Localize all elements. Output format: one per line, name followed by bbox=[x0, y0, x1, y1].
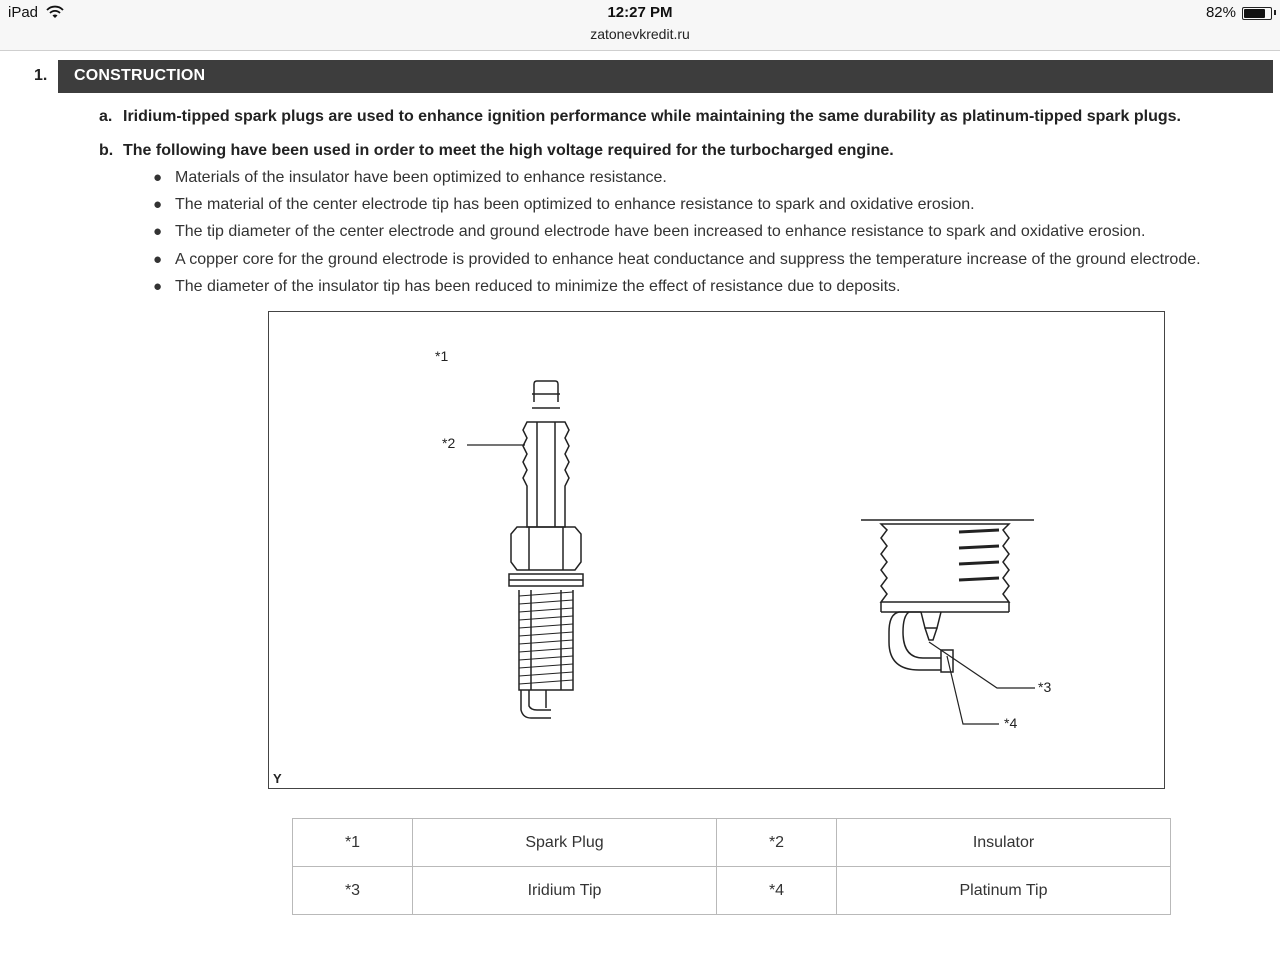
legend-value: Platinum Tip bbox=[837, 867, 1171, 915]
bullet-icon: ● bbox=[153, 169, 163, 186]
paragraph-label: b. bbox=[99, 142, 114, 159]
device-name: iPad bbox=[8, 4, 39, 21]
battery-percent: 82% bbox=[1205, 4, 1236, 21]
figure-corner-label: Y bbox=[273, 771, 282, 786]
legend-value: Iridium Tip bbox=[413, 867, 717, 915]
spark-plug-detail-view bbox=[861, 520, 1034, 672]
callout-3: *3 bbox=[1038, 679, 1052, 695]
callout-4: *4 bbox=[1004, 715, 1018, 731]
thread-hatching bbox=[519, 592, 573, 684]
legend-table bbox=[292, 818, 1171, 915]
legend-key: *3 bbox=[293, 867, 413, 915]
section-header bbox=[58, 60, 1273, 93]
bullet-text: A copper core for the ground electrode is provided to enhance heat conductance and suppress the temperature increase of the ground electrode. bbox=[175, 251, 1201, 268]
battery-icon bbox=[1242, 7, 1272, 20]
bullet-icon: ● bbox=[153, 251, 163, 268]
legend-key: *4 bbox=[717, 867, 837, 915]
detail-thread-shading bbox=[959, 530, 999, 580]
bullet-item bbox=[153, 169, 667, 187]
bullet-text: Materials of the insulator have been optimized to enhance resistance. bbox=[175, 169, 667, 186]
legend-value: Spark Plug bbox=[413, 819, 717, 867]
spark-plug-drawing bbox=[269, 312, 1164, 788]
section-number: 1. bbox=[34, 67, 48, 84]
battery-level-fill bbox=[1244, 9, 1265, 18]
bullet-icon: ● bbox=[153, 278, 163, 295]
clock: 12:27 PM bbox=[607, 4, 673, 21]
bullet-icon: ● bbox=[153, 196, 163, 213]
callout-lines-detail bbox=[929, 642, 1035, 724]
bullet-item bbox=[153, 251, 1201, 269]
bullet-icon: ● bbox=[153, 223, 163, 240]
paragraph-text: The following have been used in order to meet the high voltage required for the turbocharged engine. bbox=[123, 142, 894, 159]
paragraph-b bbox=[99, 142, 894, 160]
paragraph-text: Iridium-tipped spark plugs are used to enhance ignition performance while maintaining the same durability as platinum-tipped spark plugs. bbox=[123, 108, 1181, 125]
spark-plug-figure bbox=[268, 311, 1165, 789]
bullet-item bbox=[153, 196, 975, 214]
table-row bbox=[293, 819, 1171, 867]
legend-key: *1 bbox=[293, 819, 413, 867]
bullet-text: The material of the center electrode tip has been optimized to enhance resistance to spark and oxidative erosion. bbox=[175, 196, 975, 213]
paragraph-label: a. bbox=[99, 108, 113, 125]
callout-1: *1 bbox=[435, 348, 449, 364]
legend-key: *2 bbox=[717, 819, 837, 867]
legend-value: Insulator bbox=[837, 819, 1171, 867]
bullet-item bbox=[153, 223, 1145, 241]
paragraph-a bbox=[99, 108, 1181, 126]
callout-2: *2 bbox=[442, 435, 456, 451]
url-label[interactable]: zatonevkredit.ru bbox=[590, 26, 690, 42]
bullet-text: The diameter of the insulator tip has been reduced to minimize the effect of resistance due to deposits. bbox=[175, 278, 901, 295]
table-row bbox=[293, 867, 1171, 915]
section-title: CONSTRUCTION bbox=[74, 67, 206, 84]
status-bar bbox=[0, 0, 1280, 51]
battery-tip bbox=[1274, 10, 1276, 15]
bullet-text: The tip diameter of the center electrode and ground electrode have been increased to enhance resistance to spark and oxidative erosion. bbox=[175, 223, 1146, 240]
bullet-item bbox=[153, 278, 900, 296]
